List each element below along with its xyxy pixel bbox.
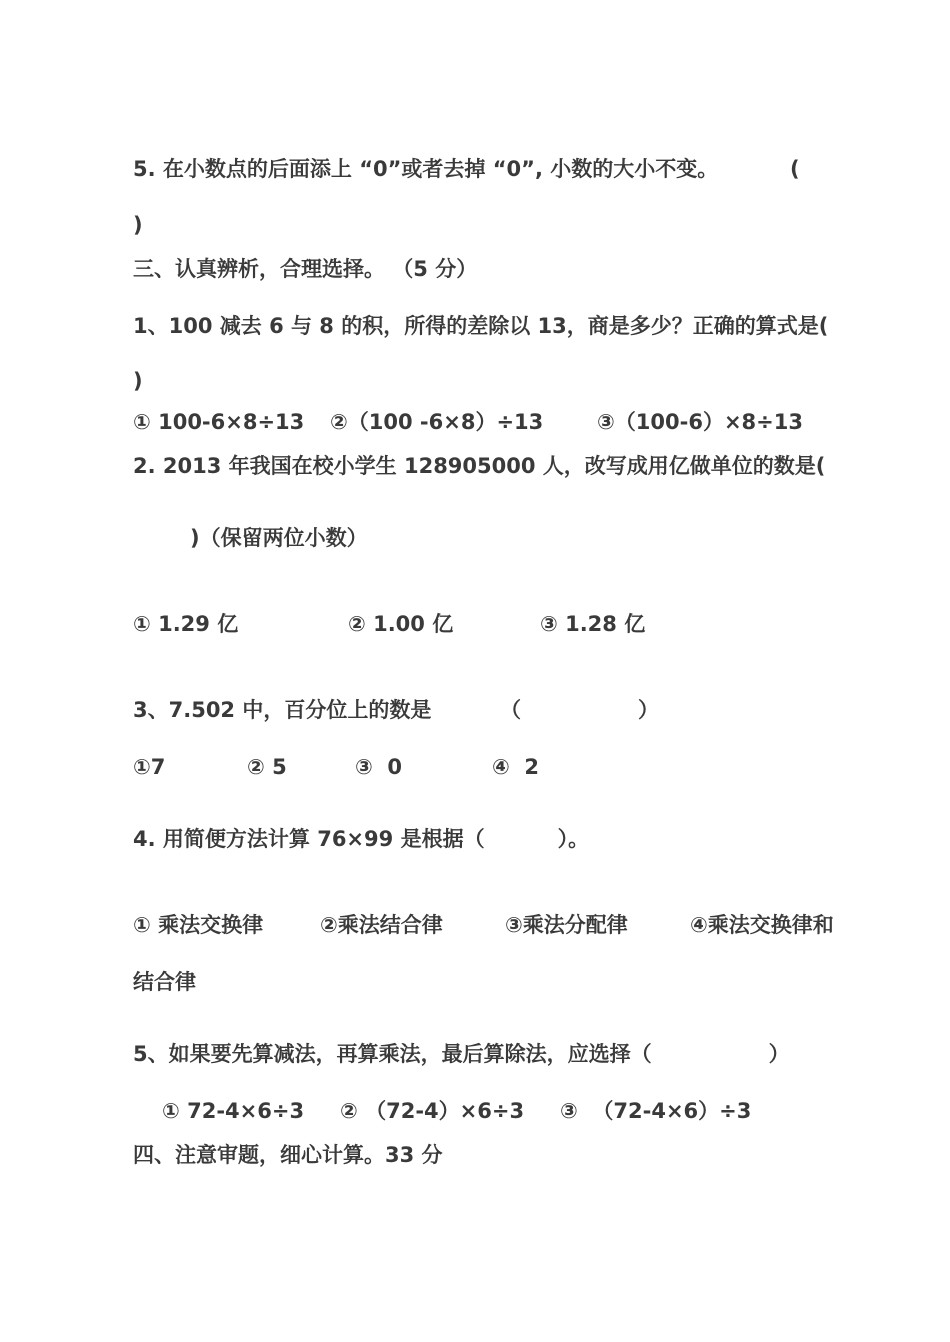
- mc-question-4-option-3: ③乘法分配律: [505, 913, 628, 937]
- mc-question-1-option-1: ① 100-6×8÷13: [133, 410, 305, 434]
- mc-question-4-option-1: ① 乘法交换律: [133, 913, 264, 937]
- mc-question-5-option-1: ① 72-4×6÷3: [162, 1099, 305, 1123]
- mc-question-2-close: )（保留两位小数）: [190, 526, 368, 550]
- mc-question-2-option-3: ③ 1.28 亿: [540, 612, 646, 636]
- mc-question-3-blank: （ ）: [500, 698, 659, 722]
- mc-question-1-option-2: ②（100 -6×8）÷13: [330, 410, 544, 434]
- mc-question-2-option-2: ② 1.00 亿: [348, 612, 454, 636]
- mc-question-3-option-1: ①7: [133, 755, 166, 779]
- mc-question-4-option-2: ②乘法结合律: [320, 913, 443, 937]
- mc-question-4-option-4-cont: 结合律: [133, 970, 196, 994]
- section-4-title: 四、注意审题，细心计算。33 分: [133, 1143, 443, 1167]
- mc-question-3-option-4: ④ 2: [492, 755, 540, 779]
- mc-question-4-option-4: ④乘法交换律和: [690, 913, 834, 937]
- mc-question-1-text: 1、100 减去 6 与 8 的积，所得的差除以 13，商是多少？正确的算式是(: [133, 314, 829, 338]
- tf-question-5-paren-open: (: [790, 157, 800, 181]
- mc-question-3-text: 3、7.502 中，百分位上的数是: [133, 698, 432, 722]
- section-3-title: 三、认真辨析，合理选择。 （5 分）: [133, 257, 478, 281]
- mc-question-5-option-3: ③ （72-4×6）÷3: [560, 1099, 752, 1123]
- tf-question-5-text: 5. 在小数点的后面添上 “0”或者去掉 “0”, 小数的大小不变。: [133, 157, 719, 181]
- mc-question-4-text: 4. 用简便方法计算 76×99 是根据（ ）。: [133, 827, 590, 851]
- tf-question-5-paren-close: ): [133, 213, 143, 237]
- mc-question-1-close: ): [133, 369, 143, 393]
- mc-question-3-option-3: ③ 0: [355, 755, 403, 779]
- mc-question-3-option-2: ② 5: [247, 755, 287, 779]
- mc-question-5-option-2: ② （72-4）×6÷3: [340, 1099, 525, 1123]
- mc-question-2-option-1: ① 1.29 亿: [133, 612, 239, 636]
- mc-question-1-option-3: ③（100-6）×8÷13: [597, 410, 803, 434]
- mc-question-5-text: 5、如果要先算减法，再算乘法，最后算除法，应选择（ ）: [133, 1042, 790, 1066]
- mc-question-2-text: 2. 2013 年我国在校小学生 128905000 人，改写成用亿做单位的数是(: [133, 454, 826, 478]
